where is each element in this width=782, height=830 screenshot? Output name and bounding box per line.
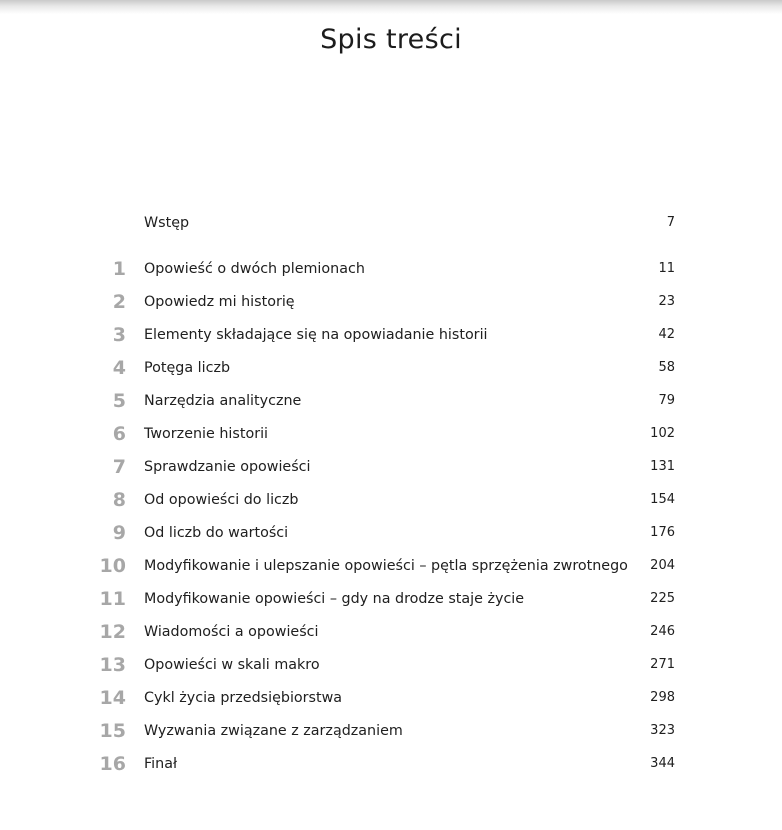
chapter-page: 225 xyxy=(650,591,675,606)
chapter-title: Modyfikowanie opowieści – gdy na drodze staje życie xyxy=(144,591,525,607)
toc-intro-row[interactable] xyxy=(0,210,782,236)
toc-chapter-row-2[interactable] xyxy=(0,289,782,315)
toc-chapter-row-8[interactable] xyxy=(0,487,782,513)
chapter-page: 131 xyxy=(650,459,675,474)
chapter-page: 204 xyxy=(650,558,675,573)
chapter-title: Od opowieści do liczb xyxy=(144,492,299,508)
chapter-title: Finał xyxy=(144,756,178,772)
chapter-page: 344 xyxy=(650,756,675,771)
chapter-title: Narzędzia analityczne xyxy=(144,393,302,409)
chapter-page: 42 xyxy=(658,327,675,342)
chapter-title: Opowiedz mi historię xyxy=(144,294,295,310)
chapter-number: 9 xyxy=(112,522,126,544)
chapter-number: 10 xyxy=(99,555,126,577)
toc-intro-page: 7 xyxy=(666,215,675,230)
chapter-page: 23 xyxy=(658,294,675,309)
toc-chapter-row-10[interactable] xyxy=(0,553,782,579)
chapter-page: 298 xyxy=(650,690,675,705)
chapter-number: 6 xyxy=(112,423,126,445)
chapter-page: 11 xyxy=(658,261,675,276)
toc-chapter-row-9[interactable] xyxy=(0,520,782,546)
chapter-title: Od liczb do wartości xyxy=(144,525,289,541)
toc-chapter-row-5[interactable] xyxy=(0,388,782,414)
toc-chapter-row-16[interactable] xyxy=(0,751,782,777)
chapter-title: Modyfikowanie i ulepszanie opowieści – pętla sprzężenia zwrotnego xyxy=(144,558,628,574)
chapter-title: Wyzwania związane z zarządzaniem xyxy=(144,723,403,739)
toc-intro-label: Wstęp xyxy=(144,215,190,231)
chapter-number: 15 xyxy=(99,720,126,742)
chapter-title: Wiadomości a opowieści xyxy=(144,624,319,640)
chapter-number: 13 xyxy=(99,654,126,676)
toc-chapter-row-7[interactable] xyxy=(0,454,782,480)
toc-chapter-row-6[interactable] xyxy=(0,421,782,447)
chapter-page: 102 xyxy=(650,426,675,441)
chapter-number: 5 xyxy=(112,390,126,412)
chapter-page: 246 xyxy=(650,624,675,639)
chapter-number: 2 xyxy=(112,291,126,313)
chapter-number: 7 xyxy=(112,456,126,478)
chapter-page: 79 xyxy=(658,393,675,408)
toc-chapter-row-15[interactable] xyxy=(0,718,782,744)
toc-chapter-row-11[interactable] xyxy=(0,586,782,612)
chapter-page: 271 xyxy=(650,657,675,672)
chapter-number: 12 xyxy=(99,621,126,643)
toc-chapter-row-3[interactable] xyxy=(0,322,782,348)
chapter-title: Elementy składające się na opowiadanie historii xyxy=(144,327,488,343)
chapter-page: 176 xyxy=(650,525,675,540)
chapter-number: 14 xyxy=(99,687,126,709)
chapter-page: 58 xyxy=(658,360,675,375)
chapter-number: 16 xyxy=(99,753,126,775)
toc-chapter-row-12[interactable] xyxy=(0,619,782,645)
toc-chapter-row-4[interactable] xyxy=(0,355,782,381)
chapter-title: Opowieści w skali makro xyxy=(144,657,320,673)
chapter-title: Potęga liczb xyxy=(144,360,231,376)
chapter-title: Tworzenie historii xyxy=(144,426,269,442)
chapter-page: 154 xyxy=(650,492,675,507)
page-title: Spis treści xyxy=(320,24,462,56)
chapter-title: Opowieść o dwóch plemionach xyxy=(144,261,365,277)
chapter-number: 3 xyxy=(112,324,126,346)
chapter-title: Cykl życia przedsiębiorstwa xyxy=(144,690,343,706)
chapter-number: 11 xyxy=(99,588,126,610)
toc-chapter-row-13[interactable] xyxy=(0,652,782,678)
toc-chapter-row-14[interactable] xyxy=(0,685,782,711)
chapter-page: 323 xyxy=(650,723,675,738)
top-shadow xyxy=(0,0,782,14)
chapter-number: 1 xyxy=(112,258,126,280)
chapter-title: Sprawdzanie opowieści xyxy=(144,459,311,475)
toc-chapter-row-1[interactable] xyxy=(0,256,782,282)
chapter-number: 8 xyxy=(112,489,126,511)
chapter-number: 4 xyxy=(112,357,126,379)
